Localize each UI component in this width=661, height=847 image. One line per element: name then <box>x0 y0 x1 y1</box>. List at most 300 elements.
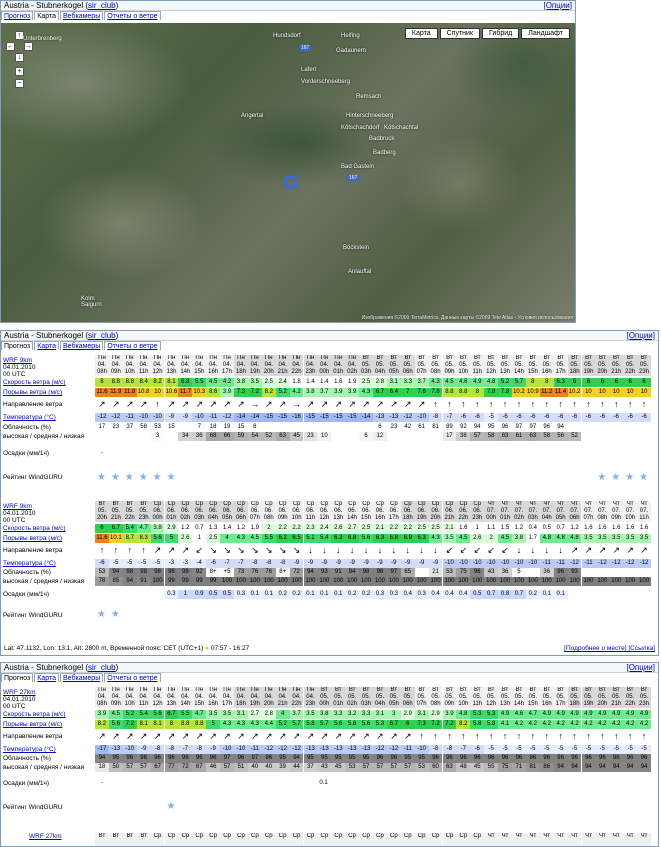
cloud-low-cell: 100 <box>500 578 511 584</box>
cloud-high-cell: 95 <box>415 754 429 763</box>
wind-speed-cell: 1.6 <box>582 524 596 533</box>
options-link[interactable]: [Опции] <box>626 331 655 340</box>
wind-direction-arrow-icon: ↗ <box>612 546 621 555</box>
cloud-low-cell: 94 <box>582 763 596 772</box>
row-label: Осадки (мм/1ч) <box>3 780 50 787</box>
temperature-cell: -13 <box>373 413 387 422</box>
header-hour: 08h <box>263 515 274 521</box>
header-date: 05. <box>528 694 537 700</box>
cloud-low-cell: 100 <box>541 578 552 584</box>
header-hour: 07h <box>583 515 594 521</box>
wind-speed-cell: 5.2 <box>498 378 512 387</box>
time-header-cell <box>262 355 276 376</box>
wind-gusts-cell: 4.2 <box>637 720 651 729</box>
temperature-cell: -13 <box>387 413 401 422</box>
wind-direction-arrow-icon: ↗ <box>264 732 273 741</box>
cloud-low-cell: 100 <box>388 578 399 584</box>
header-date: 04. <box>278 362 287 368</box>
header-date: 07. <box>486 508 496 514</box>
place-label: Unterbrenberg <box>23 36 62 42</box>
header-hour: 16h <box>541 701 552 707</box>
time-header-cell: Вт <box>123 833 137 847</box>
wind-gusts-cell: 8 <box>470 388 484 397</box>
header-day: Ср <box>362 501 370 507</box>
wind-speed-cell: 3.9 <box>95 710 109 719</box>
map-type-terrain-button[interactable]: Ландшафт <box>521 28 570 39</box>
header-day: Пн <box>264 355 273 361</box>
wind-direction-arrow-icon: ↗ <box>348 732 356 741</box>
precipitation-cell: 0.1 <box>317 590 331 599</box>
header-hour: 14h <box>513 369 524 375</box>
wind-gusts-cell: 3.5 <box>582 534 596 543</box>
cloud-low-cell: 40 <box>248 763 262 772</box>
spot-marker-icon[interactable] <box>284 175 298 189</box>
time-header-cell: Ср <box>470 833 484 847</box>
time-header-cell <box>443 687 457 708</box>
sun-icon: ● <box>205 645 210 652</box>
header-date: 04. <box>208 362 218 368</box>
wind-speed-cell: 2.5 <box>262 378 276 387</box>
time-header-cell <box>415 355 429 376</box>
header-date: 06. <box>361 508 371 514</box>
wind-gusts-cell: 10 <box>582 388 596 397</box>
header-date: 04. <box>236 362 246 368</box>
temperature-cell: -5 <box>109 559 123 568</box>
precipitation-cell: 0.2 <box>276 590 290 599</box>
cloud-high-cell: 18 <box>209 424 217 430</box>
tab-webcams[interactable]: Вебкамеры <box>60 673 103 682</box>
header-day: Пн <box>98 687 106 693</box>
header-day: Ср <box>376 501 384 507</box>
header-date: 06. <box>347 508 357 514</box>
wind-speed-cell: 4.9 <box>554 710 568 719</box>
time-header-cell <box>178 501 192 522</box>
row-label[interactable]: Температура (°C) <box>3 746 56 753</box>
road-marker: 167 <box>349 175 358 181</box>
time-header-cell <box>512 501 526 522</box>
temperature-cell: -5 <box>151 559 165 568</box>
club-link[interactable]: sir_club <box>88 331 116 340</box>
time-header-cell <box>151 687 165 708</box>
panel-tabs <box>1 11 575 21</box>
header-day: Чт <box>612 501 620 507</box>
spot-details-link[interactable]: [Подробнее о месте] [Ссылка] <box>564 645 655 652</box>
model-link[interactable]: WRF 27km <box>3 689 36 696</box>
time-header-cell <box>526 687 540 708</box>
pan-right-icon[interactable]: → <box>25 43 32 50</box>
wind-direction-arrow-icon: ↗ <box>362 732 370 741</box>
zoom-out-icon[interactable]: − <box>15 79 24 88</box>
time-header-cell <box>554 501 568 522</box>
cloud-low-cell: 100 <box>639 578 650 584</box>
header-hour: 03h <box>361 701 372 707</box>
wind-speed-cell: 1.6 <box>595 524 609 533</box>
header-day: Вт <box>473 687 481 693</box>
time-header-cell <box>359 501 373 522</box>
wind-gusts-cell: 4.5 <box>456 534 470 543</box>
temperature-cell: -12 <box>262 745 276 754</box>
precipitation-value: 0.1 <box>319 780 328 786</box>
tab-map[interactable]: Карта <box>34 341 59 350</box>
wind-gusts-cell: 1 <box>192 534 206 543</box>
cloud-high-cell: 96 <box>123 754 137 763</box>
options-link[interactable]: [Опции] <box>626 663 655 672</box>
header-date: 06. <box>375 508 385 514</box>
header-date: 04. <box>320 362 329 368</box>
wind-direction-arrow-icon: ↗ <box>626 546 634 555</box>
cloud-low-cell: 51 <box>234 763 248 772</box>
temperature-cell: -10 <box>456 559 470 568</box>
tab-forecast[interactable]: Прогноз <box>1 341 33 350</box>
header-date: 05. <box>459 694 468 700</box>
header-hour: 23h <box>472 515 483 521</box>
map-type-map-button[interactable]: Карта <box>405 28 438 39</box>
time-header-cell: Ср <box>262 833 276 847</box>
wind-gusts-cell: 4.2 <box>290 388 304 397</box>
time-header-cell <box>401 687 415 708</box>
temperature-cell: -10 <box>470 559 484 568</box>
temperature-cell: -9 <box>165 413 179 422</box>
cloud-high-cell: 96 <box>151 754 165 763</box>
row-label[interactable]: Скорость ветра (м/с) <box>3 711 66 718</box>
header-date: 06. <box>334 508 343 514</box>
header-day: Пн <box>251 687 259 693</box>
cloud-high-cell: 97 <box>387 568 401 577</box>
row-label[interactable]: Порывы ветра (м/с) <box>3 389 63 396</box>
wind-direction-arrow-icon: ↓ <box>335 546 341 555</box>
wind-gusts-cell: 11.4 <box>555 389 567 395</box>
cloud-low-cell: 39 <box>276 763 290 772</box>
wind-direction-arrow-icon: ↑ <box>502 732 508 741</box>
wind-gusts-cell: 8.7 <box>123 534 137 543</box>
cloud-high-cell: 94 <box>95 754 109 763</box>
pan-left-icon[interactable]: ← <box>7 43 14 50</box>
tab-wind-reports[interactable]: Отчеты о ветре <box>104 11 160 20</box>
wind-gusts-cell: 4.5 <box>498 534 512 543</box>
wind-gusts-cell: 8.8 <box>192 720 206 729</box>
wind-gusts-cell: 6.5 <box>290 534 304 543</box>
wind-speed-cell: 5.3 <box>484 710 498 719</box>
row-label[interactable]: Порывы ветра (м/с) <box>3 721 63 728</box>
wind-speed-cell: 2.1 <box>443 524 457 533</box>
header-hour: 23h <box>138 515 149 521</box>
cloud-mid-cell: 3 <box>151 432 165 441</box>
header-date: 05. <box>556 694 565 700</box>
header-date: 05. <box>403 694 412 700</box>
cloud-mid-cell: 34 <box>178 432 192 441</box>
temperature-cell: -12 <box>387 745 401 754</box>
header-day: Ср <box>348 501 356 507</box>
wind-direction-arrow-icon: ↑ <box>600 400 605 409</box>
wind-gusts-cell: 5.6 <box>109 720 123 729</box>
header-day: Вт <box>321 687 328 693</box>
time-header-cell <box>637 355 651 376</box>
satellite-map[interactable] <box>1 23 576 323</box>
wind-direction-arrow-icon: ↑ <box>572 400 577 409</box>
wind-direction-arrow-icon: ↑ <box>530 400 536 409</box>
row-label[interactable]: Температура (°C) <box>3 414 56 421</box>
wind-speed-cell: 3.3 <box>331 710 345 719</box>
precipitation-cell: 0.3 <box>165 590 179 599</box>
tab-webcams[interactable]: Вебкамеры <box>60 341 103 350</box>
temperature-cell: -5 <box>623 745 637 754</box>
options-link[interactable]: [Опции] <box>543 1 572 10</box>
wind-speed-cell: 4.9 <box>595 710 609 719</box>
header-day: Ср <box>237 501 245 507</box>
header-hour: 11h <box>305 515 316 521</box>
header-day: Ср <box>181 501 190 507</box>
header-day: Вт <box>543 355 551 361</box>
tab-webcams[interactable]: Вебкамеры <box>60 11 103 20</box>
tab-map[interactable]: Карта <box>34 11 59 20</box>
wind-gusts-cell: 8.6 <box>206 388 220 397</box>
cloud-high-cell: 94 <box>290 754 304 763</box>
cloud-low-cell: 100 <box>263 578 274 584</box>
wind-direction-arrow-icon: ↗ <box>306 732 315 741</box>
header-hour: 12h <box>152 701 163 707</box>
tab-wind-reports[interactable]: Отчеты о ветре <box>104 341 160 350</box>
precipitation-cell: 0.1 <box>540 590 554 599</box>
place-label: Hundsdorf <box>273 33 301 39</box>
map-type-hybrid-button[interactable]: Гибрид <box>482 28 519 39</box>
wind-direction-arrow-icon: ↑ <box>613 400 619 409</box>
cloud-mid-cell: 58 <box>540 432 554 441</box>
wind-direction-arrow-icon: ↗ <box>640 546 648 555</box>
header-day: Ср <box>251 501 259 507</box>
wind-speed-cell: 3 <box>387 710 401 719</box>
wind-gusts-cell: 6.2 <box>276 534 290 543</box>
wind-gusts-cell: 10 <box>623 388 637 397</box>
time-header-cell <box>595 501 609 522</box>
header-day: Вт <box>446 687 453 693</box>
spot-coordinates: Lat: 47.1132, Lon: 13.1, Alt: 2800 m, Временной пояс: CET (UTC+1) <box>4 645 204 652</box>
cloud-mid-cell: 52 <box>568 432 582 441</box>
cloud-high-cell: 19 <box>223 424 231 430</box>
rating-star-icon: ★ <box>110 472 120 483</box>
tab-wind-reports[interactable]: Отчеты о ветре <box>104 673 160 682</box>
header-hour: 14h <box>347 515 358 521</box>
cloud-high-cell: 95 <box>401 754 415 763</box>
time-header-cell: Чт <box>623 833 637 847</box>
cloud-high-cell: 96 <box>595 754 609 763</box>
cloud-low-cell: 100 <box>513 578 524 584</box>
cloud-low-cell: 94 <box>623 763 637 772</box>
wind-gusts-cell: 3.9 <box>345 388 359 397</box>
pan-down-icon[interactable]: ↓ <box>15 53 24 62</box>
wind-direction-arrow-icon: ↑ <box>530 732 536 741</box>
wind-direction-arrow-icon: ↗ <box>181 732 190 741</box>
club-link[interactable]: sir_club <box>88 663 116 672</box>
wind-gusts-cell: 5.5 <box>262 534 276 543</box>
wind-speed-cell: 1.2 <box>234 524 248 533</box>
cloud-low-cell: 18 <box>95 763 109 772</box>
wind-direction-arrow-icon: ↓ <box>363 546 369 555</box>
wind-direction-arrow-icon: ↗ <box>112 400 120 409</box>
wind-direction-arrow-icon: ↑ <box>447 400 452 409</box>
wind-speed-cell: 4.8 <box>484 378 498 387</box>
header-date: 06. <box>445 508 454 514</box>
wind-gusts-cell: 3.5 <box>637 534 651 543</box>
wind-direction-arrow-icon: ↑ <box>613 732 619 741</box>
cloud-high-cell: 73 <box>234 568 248 577</box>
header-date: 05. <box>445 362 454 368</box>
wind-gusts-cell: 7.2 <box>429 720 443 729</box>
spot-title: Austria - Stubnerkogel <box>4 1 84 10</box>
header-date: 05. <box>598 694 607 700</box>
wind-direction-arrow-icon: ↙ <box>445 546 454 555</box>
time-header-cell <box>95 501 109 522</box>
cloud-high-cell: 96 <box>554 568 568 577</box>
time-header-cell <box>178 687 192 708</box>
wind-direction-arrow-icon: ↗ <box>278 732 287 741</box>
tab-map[interactable]: Карта <box>34 673 59 682</box>
time-header-cell <box>582 687 596 708</box>
wind-direction-arrow-icon: ↓ <box>544 546 549 555</box>
wind-speed-cell: 4.9 <box>498 710 512 719</box>
temperature-cell: -9 <box>359 559 373 568</box>
header-date: 04. <box>181 362 190 368</box>
header-hour: 10h <box>458 701 469 707</box>
header-date: 04. <box>195 362 204 368</box>
cloud-high-cell: 95 <box>317 754 331 763</box>
header-date: 06. <box>222 508 232 514</box>
cloud-low-cell: 77 <box>165 763 179 772</box>
model-link[interactable]: WRF 9km <box>3 357 32 364</box>
time-header-cell <box>484 355 498 376</box>
wind-speed-cell: 6 <box>623 378 637 387</box>
row-label[interactable]: Порывы ветра (м/с) <box>3 535 63 542</box>
wind-gusts-cell: 10.6 <box>165 389 178 395</box>
row-label: Рейтинг WindGURU <box>3 612 63 619</box>
cloud-high-cell: 96 <box>554 754 568 763</box>
header-hour: 11h <box>138 369 149 375</box>
row-label: Осадки (мм/1ч) <box>3 450 50 457</box>
cloud-high-cell: 7 <box>197 424 201 430</box>
header-day: Вт <box>446 355 453 361</box>
map-type-satellite-button[interactable]: Спутник <box>440 28 480 39</box>
temperature-cell: -6 <box>623 413 637 422</box>
model-link[interactable]: WRF 9km <box>3 503 32 510</box>
cloud-low-cell: 94 <box>568 763 582 772</box>
cloud-low-cell: 94 <box>554 763 568 772</box>
wind-direction-arrow-icon: ↓ <box>308 546 313 555</box>
wind-direction-arrow-icon: ↑ <box>419 732 424 741</box>
wind-speed-cell: 4.6 <box>456 378 470 387</box>
wind-direction-arrow-icon: ↑ <box>600 732 605 741</box>
cloud-high-cell: 96 <box>512 754 526 763</box>
time-header-cell <box>512 355 526 376</box>
header-day: Вт <box>612 687 620 693</box>
wind-speed-cell: 6 <box>582 378 596 387</box>
cloud-high-cell: 96 <box>501 424 509 430</box>
cloud-high-cell: 8+ <box>276 568 290 577</box>
header-day: Вт <box>515 687 523 693</box>
temperature-cell: -5 <box>568 745 582 754</box>
header-hour: 08h <box>96 701 107 707</box>
header-hour: 09h <box>110 369 121 375</box>
wind-gusts-cell: 4.2 <box>512 720 526 729</box>
header-date: 07. <box>639 508 649 514</box>
wind-gusts-cell: 4.2 <box>609 720 623 729</box>
header-hour: 14h <box>513 701 524 707</box>
tab-forecast[interactable]: Прогноз <box>1 11 33 20</box>
cloud-mid-cell: 23 <box>304 432 318 441</box>
cloud-high-cell: 97 <box>248 754 262 763</box>
time-header-cell <box>415 687 429 708</box>
row-label[interactable]: Температура (°C) <box>3 560 56 567</box>
club-link[interactable]: sir_club <box>88 1 116 10</box>
wind-speed-cell: 2.7 <box>248 710 262 719</box>
wind-gusts-cell: 2 <box>484 534 498 543</box>
time-header-cell <box>220 687 234 708</box>
header-day: Чт <box>598 501 606 507</box>
temperature-cell: -14 <box>234 413 248 422</box>
cloud-low-cell: 91 <box>137 577 151 586</box>
wind-speed-cell: 2.4 <box>317 524 331 533</box>
cloud-high-cell: 95 <box>304 754 318 763</box>
cloud-mid-cell: 63 <box>526 432 540 441</box>
time-header-cell: Ср <box>359 833 373 847</box>
precipitation-cell: 0.2 <box>345 590 359 599</box>
header-hour: 08h <box>430 369 441 375</box>
place-label: Kötschachtal <box>384 125 419 131</box>
temperature-cell: -11 <box>206 413 220 422</box>
header-hour: 08h <box>96 369 107 375</box>
map-copyright: Изображения ©2009 TerraMetrics, Данные карты ©2009 Tele Atlas - Условия использования <box>361 315 573 321</box>
wind-speed-cell: 8 <box>540 378 554 387</box>
wind-gusts-cell: 5.2 <box>276 720 290 729</box>
row-label[interactable]: Скорость ветра (м/с) <box>3 525 66 532</box>
header-day: Пн <box>153 355 162 361</box>
wind-direction-arrow-icon: ↓ <box>322 546 327 555</box>
header-day: Вт <box>418 355 425 361</box>
cloud-low-cell: 99 <box>206 577 220 586</box>
wind-speed-cell: 4.9 <box>582 710 596 719</box>
header-day: Вт <box>599 355 606 361</box>
cloud-high-cell: 98 <box>373 568 387 577</box>
cloud-low-cell: 85 <box>109 577 123 586</box>
cloud-low-cell: 94 <box>595 763 609 772</box>
header-hour: 12h <box>486 701 497 707</box>
wind-gusts-cell: 7.6 <box>415 388 429 397</box>
header-date: 06. <box>306 508 315 514</box>
header-hour: 17h <box>555 369 566 375</box>
wind-gusts-cell: 8.8 <box>443 388 457 397</box>
time-header-cell <box>192 355 206 376</box>
cloud-high-cell: 98 <box>359 568 373 577</box>
spot-title: Austria - Stubnerkogel <box>4 331 84 340</box>
wind-speed-cell: 1.4 <box>317 378 331 387</box>
temperature-cell: -11 <box>554 559 568 568</box>
place-label: Badbruck <box>369 136 395 142</box>
cloud-high-cell: 97 <box>529 424 537 430</box>
temperature-cell: -3 <box>165 559 179 568</box>
cloud-low-cell: 100 <box>277 578 288 584</box>
tab-forecast[interactable]: Прогноз <box>1 673 33 682</box>
header-date: 05. <box>403 362 412 368</box>
time-header-cell: Ср <box>456 833 470 847</box>
precipitation-cell: 0.3 <box>234 590 248 599</box>
header-day: Вт <box>473 355 481 361</box>
time-header-cell: Чт <box>637 833 651 847</box>
zoom-in-icon[interactable]: + <box>15 67 24 76</box>
temperature-cell: -6 <box>498 413 512 422</box>
model-link[interactable]: WRF 27km <box>29 833 62 840</box>
pan-up-icon[interactable]: ↑ <box>15 31 24 40</box>
header-date: 05. <box>125 508 134 514</box>
row-label[interactable]: Скорость ветра (м/с) <box>3 379 66 386</box>
wind-gusts-cell: 4.2 <box>526 720 540 729</box>
